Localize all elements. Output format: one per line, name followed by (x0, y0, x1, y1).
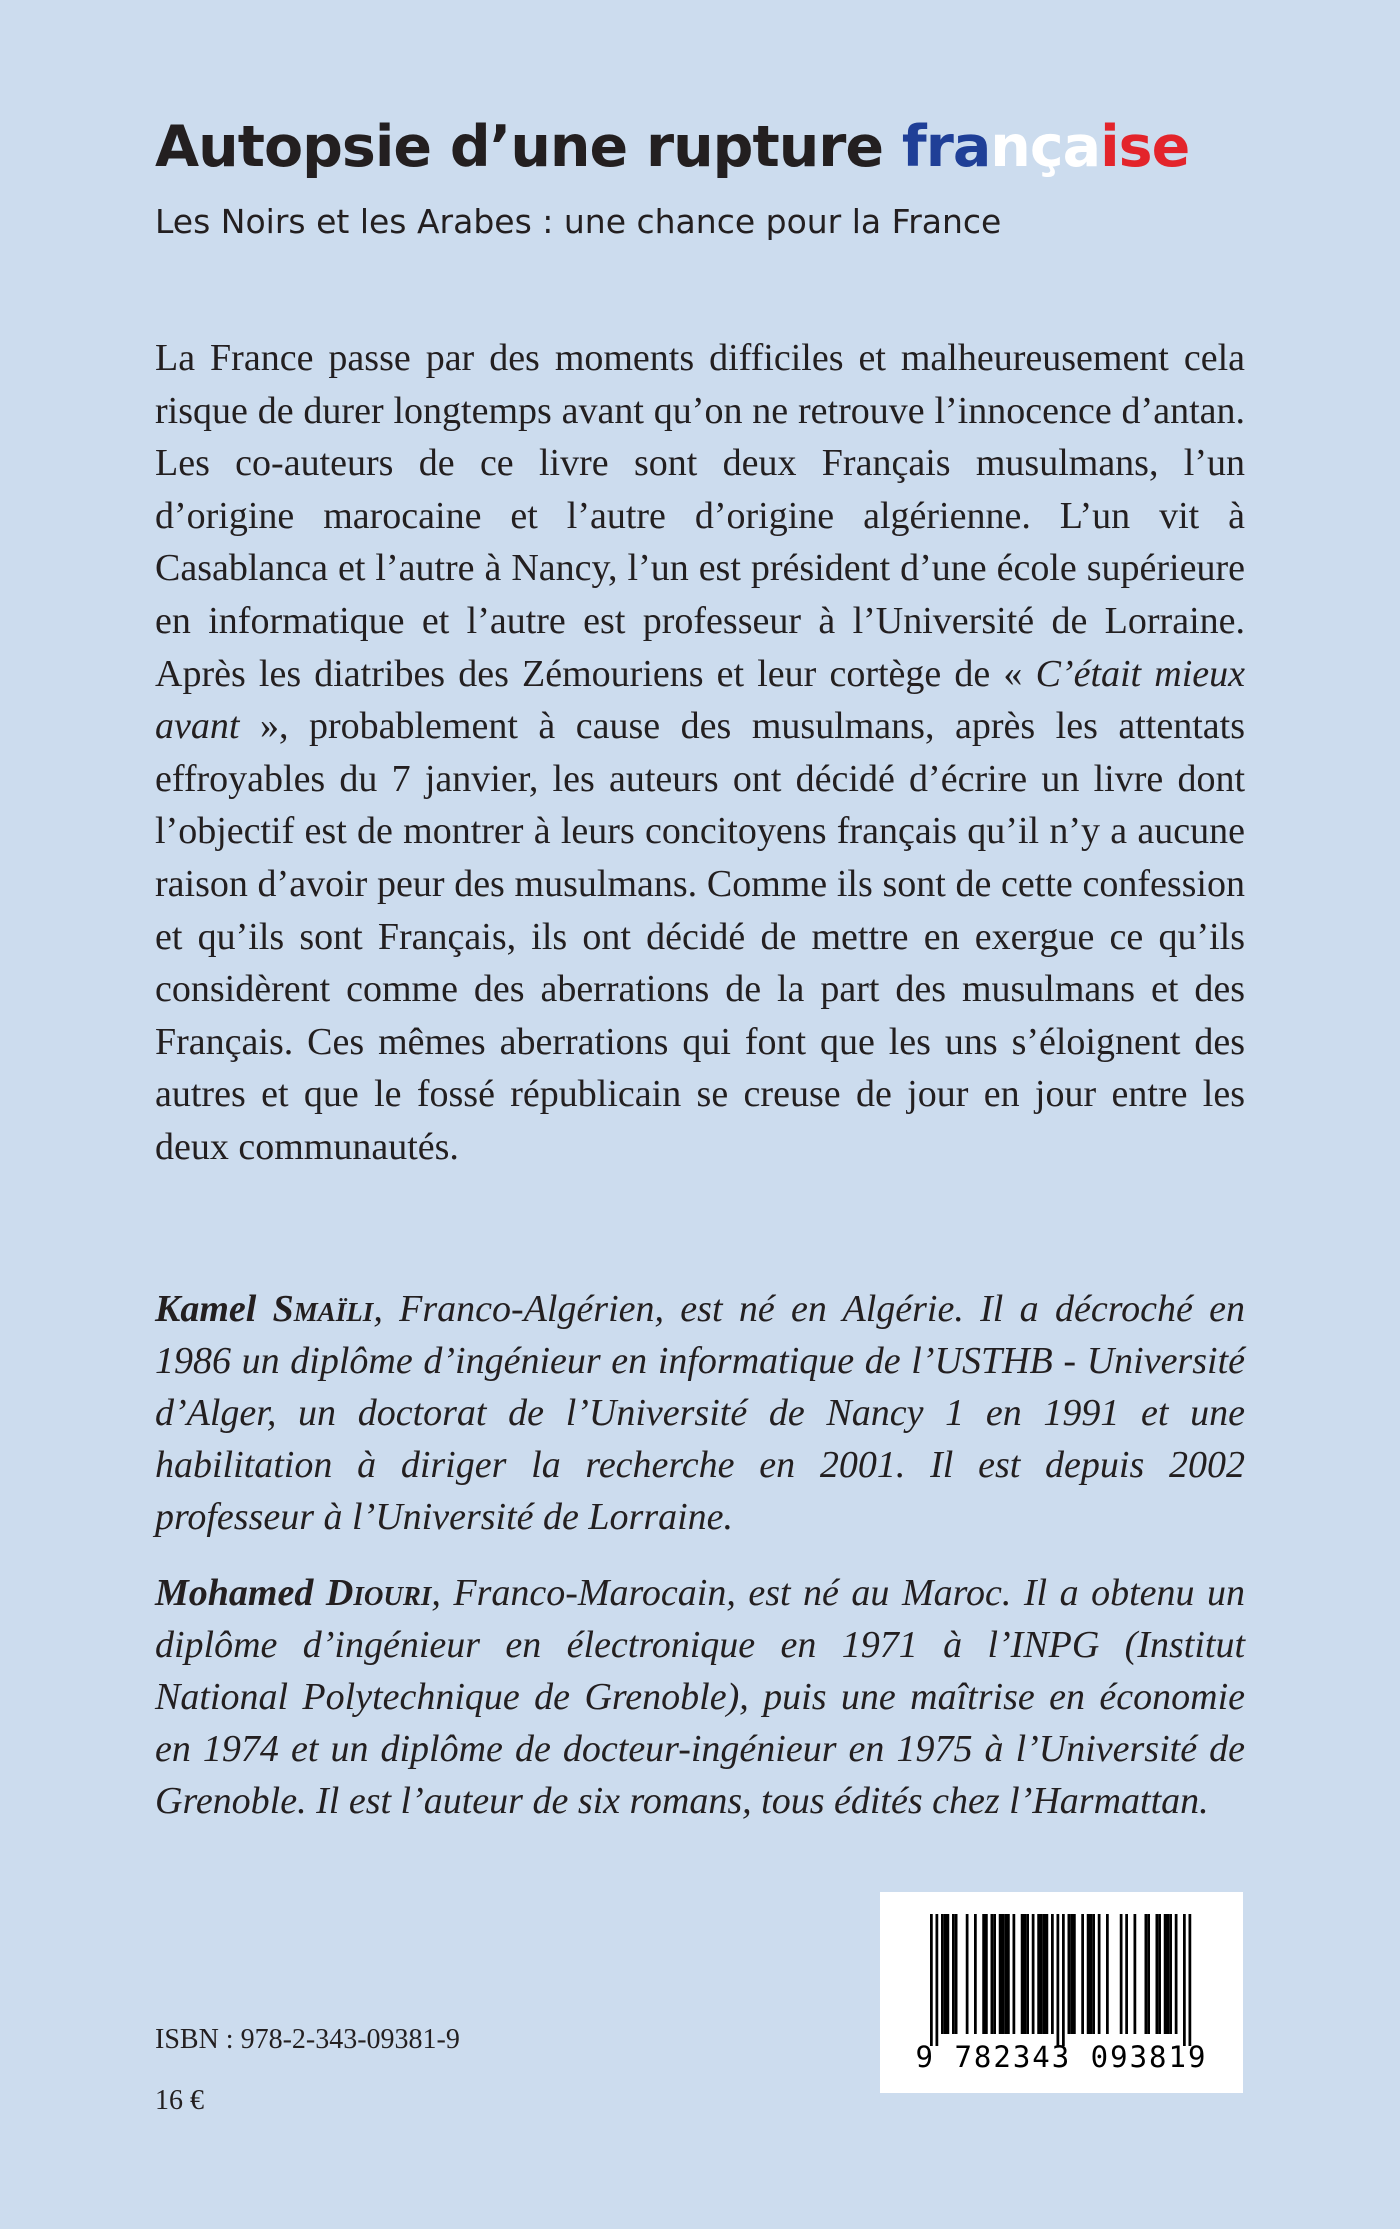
barcode-bar (966, 1914, 969, 2034)
author-bio-smaili (155, 1283, 1245, 1543)
barcode-bar (982, 1914, 985, 2034)
book-subtitle: Les Noirs et les Arabes : une chance pour la France (155, 202, 1002, 241)
barcode-bar (941, 1914, 944, 2034)
blurb-quote: C’était mieux avant (155, 652, 1245, 748)
barcode-bar (1145, 1914, 1148, 2034)
barcode-bar (1081, 1914, 1084, 2034)
barcode-bar (1040, 1914, 1043, 2034)
barcode-bar (1024, 1914, 1027, 2034)
title-word-white: nça (990, 114, 1101, 180)
barcode-bar (1156, 1914, 1159, 2034)
barcode-bar (1092, 1914, 1095, 2034)
barcode-guard-bar (1183, 1914, 1186, 2046)
barcode-bar (1158, 1914, 1161, 2034)
barcode-bar (952, 1914, 955, 2034)
blurb-part-2: », probablement à cause des musulmans, après les attentats effroyables du 7 janvier, les auteurs ont décidé d’écrire un livre dont l’objectif est de montrer à leurs concitoyens français qu’il n’y a aucune raison d’avoir peur des musulmans. Comme ils sont de cette confession et qu’ils sont Français, ils ont décidé de mettre en exergue ce qu’ils considèrent comme des aberrations de la part des musulmans et des Français. Ces mêmes aberrations qui font que les uns s’éloignent des autres et que le fossé républicain se creuse de jour en jour entre les deux communautés. (155, 705, 1245, 1168)
barcode-bar (1002, 1914, 1005, 2034)
barcode-bar (1169, 1914, 1172, 2034)
barcode-bar (1013, 1914, 1016, 2034)
barcode-bar (1068, 1914, 1071, 2034)
author-bio-diouri (155, 1567, 1245, 1827)
barcode-bar (1120, 1914, 1123, 2034)
barcode-bar (1125, 1914, 1128, 2034)
book-title (155, 112, 1189, 182)
barcode-bar (1134, 1914, 1137, 2034)
author-bio-text: , Franco-Marocain, est né au Maroc. Il a obtenu un diplôme d’ingénieur en électronique en 1971 à l’INPG (Institut National Polytechnique de Grenoble), puis une maîtrise en économie en 1974 et un diplôme de docteur-ingénieur en 1975 à l’Université de Grenoble. Il est l’auteur de six romans, tous édités chez l’Harmattan. (155, 1572, 1246, 1822)
barcode-bar (947, 1914, 950, 2034)
barcode-bar (974, 1914, 977, 2034)
author-bio-text: , Franco-Algérien, est né en Algérie. Il a décroché en 1986 un diplôme d’ingénieur en informatique de l’USTHB - Université d’Alger, un doctorat de l’Université de Nancy 1 en 1991 et une habilitation à diriger la recherche en 2001. Il est depuis 2002 professeur à l’Université de Lorraine. (155, 1288, 1245, 1538)
back-cover-blurb (155, 332, 1245, 1174)
author-first-name: Mohamed (155, 1572, 314, 1614)
barcode-bar (1007, 1914, 1010, 2034)
barcode-bar (1175, 1914, 1178, 2034)
barcode-bar (1147, 1914, 1150, 2034)
barcode-guard-bar (936, 1914, 939, 2046)
blurb-part-1: La France passe par des moments difficiles et malheureusement cela risque de durer longtemps avant qu’on ne retrouve l’innocence d’antan. Les co-auteurs de ce livre sont deux Français musulmans, l’un d’origine marocaine et l’autre d’origine algérienne. L’un vit à Casablanca et l’autre à Nancy, l’un est président d’une école supérieure en informatique et l’autre est professeur à l’Université de Lorraine. Après les diatribes des Zémouriens et leur cortège de « (155, 337, 1245, 695)
barcode-bar (991, 1914, 994, 2034)
barcode-bar (1164, 1914, 1167, 2034)
barcode-bar (955, 1914, 958, 2034)
barcode-bar (1032, 1914, 1035, 2034)
author-last-name: Diouri (325, 1572, 432, 1614)
title-main: Autopsie d’une rupture (155, 114, 902, 180)
author-last-name: Smaïli (272, 1288, 374, 1330)
barcode-guard-bar (1189, 1914, 1192, 2046)
barcode-bar (1070, 1914, 1073, 2034)
title-word-red: ise (1100, 114, 1190, 180)
barcode-bar (1021, 1914, 1024, 2034)
barcode-digits: 9 782343 093819 (915, 2040, 1208, 2074)
barcode-bar (1106, 1914, 1109, 2034)
barcode-bar (1046, 1914, 1049, 2034)
barcode-bar (1037, 1914, 1040, 2034)
barcode-bar (1051, 1914, 1054, 2034)
barcode-bar (985, 1914, 988, 2034)
title-word-blue: fra (901, 114, 991, 180)
barcode-bar (1167, 1914, 1170, 2034)
barcode-bar (944, 1914, 947, 2034)
barcode-guard-bar (1057, 1914, 1060, 2046)
barcode-bar (1090, 1914, 1093, 2034)
barcode-bar (1098, 1914, 1101, 2034)
barcode-bar (1087, 1914, 1090, 2034)
barcode-bar (1073, 1914, 1076, 2034)
barcode-bar (993, 1914, 996, 2034)
barcode-guard-bar (1062, 1914, 1065, 2046)
barcode-bar (1026, 1914, 1029, 2034)
isbn-label: ISBN : 978-2-343-09381-9 (155, 2024, 460, 2055)
barcode-bar (1043, 1914, 1046, 2034)
price-label: 16 € (155, 2085, 204, 2116)
barcode-guard-bar (930, 1914, 933, 2046)
barcode-bar (999, 1914, 1002, 2034)
barcode-bar (1004, 1914, 1007, 2034)
author-first-name: Kamel (155, 1288, 257, 1330)
barcode (880, 1892, 1243, 2093)
